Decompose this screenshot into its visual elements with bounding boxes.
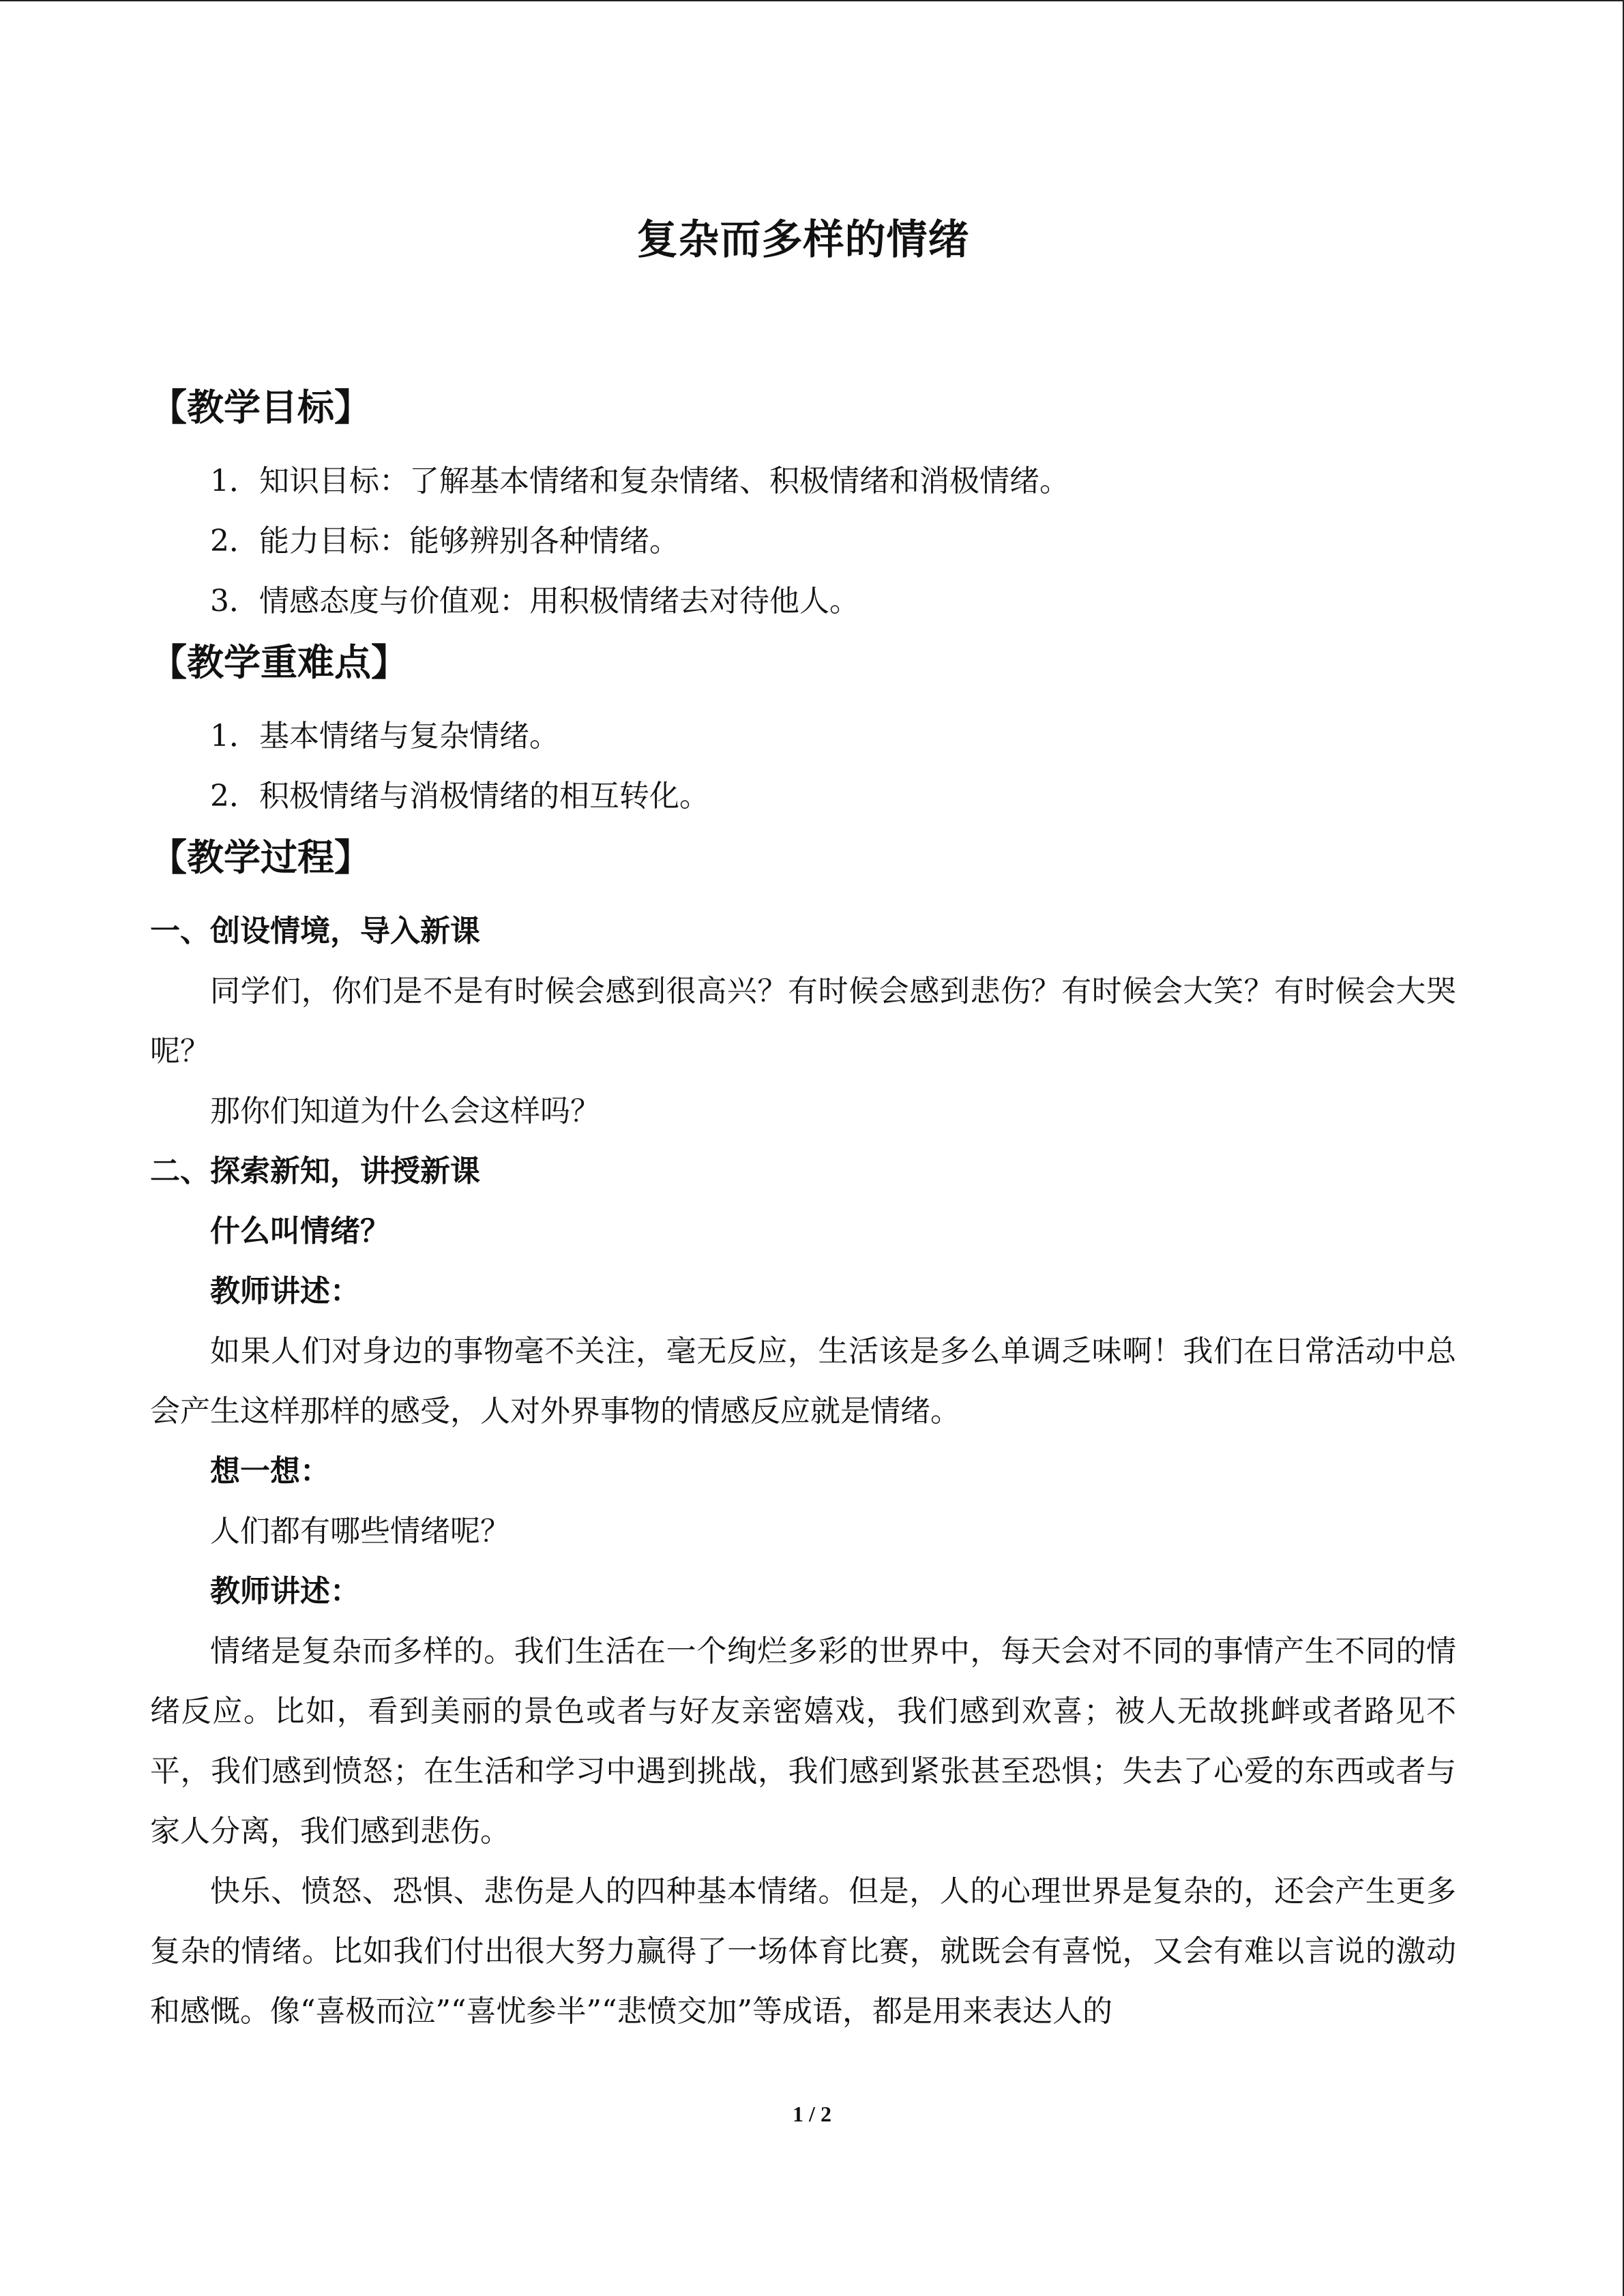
process-part2-question: 什么叫情绪？ (210, 1214, 390, 1249)
process-part2-teacher-label-1: 教师讲述： (210, 1274, 360, 1309)
process-part1-paragraph-1: 同学们，你们是不是有时候会感到很高兴？有时候会感到悲伤？有时候会大笑？有时候会大哭呢？ (150, 974, 1456, 1069)
gap (150, 888, 1456, 901)
gap (150, 438, 1456, 451)
objective-item-2: 2．能力目标：能够辨别各种情绪。 (210, 524, 679, 558)
key-point-item-1: 1．基本情绪与复杂情绪。 (210, 719, 559, 754)
document-content (150, 206, 1456, 2042)
process-part1-heading: 一、创设情境，导入新课 (150, 914, 480, 949)
key-point-item-2: 2．积极情绪与消极情绪的相互转化。 (210, 779, 709, 814)
process-part2-paragraph-2: 人们都有哪些情绪呢？ (210, 1514, 510, 1549)
objective-item-3: 3．情感态度与价值观：用积极情绪去对待他人。 (210, 584, 859, 618)
process-part2-think-label: 想一想： (210, 1454, 330, 1489)
title-spacer (150, 274, 1456, 376)
process-part1-paragraph-2: 那你们知道为什么会这样吗？ (210, 1094, 600, 1129)
process-part2-paragraph-1: 如果人们对身边的事物毫不关注，毫无反应，生活该是多么单调乏味啊！我们在日常活动中总会产生这样那样的感受，人对外界事物的情感反应就是情绪。 (150, 1334, 1456, 1429)
section-heading-process: 【教学过程】 (150, 835, 371, 879)
process-part2-paragraph-4: 快乐、愤怒、恐惧、悲伤是人的四种基本情绪。但是，人的心理世界是复杂的，还会产生更多复杂的情绪。比如我们付出很大努力赢得了一场体育比赛，就既会有喜悦，又会有难以言说的激动和感慨。像“喜极而泣”“喜忧参半”“悲愤交加”等成语，都是用来表达人的 (150, 1874, 1456, 2029)
process-part2-heading: 二、探索新知，讲授新课 (150, 1154, 480, 1189)
process-part2-teacher-label-2: 教师讲述： (210, 1574, 360, 1609)
process-part2-paragraph-3: 情绪是复杂而多样的。我们生活在一个绚烂多彩的世界中，每天会对不同的事情产生不同的情绪反应。比如，看到美丽的景色或者与好友亲密嬉戏，我们感到欢喜；被人无故挑衅或者路见不平，我们感到愤怒；在生活和学习中遇到挑战，我们感到紧张甚至恐惧；失去了心爱的东西或者与家人分离，我们感到悲伤。 (150, 1634, 1456, 1849)
page-number: 1 / 2 (793, 2102, 831, 2126)
section-heading-objectives: 【教学目标】 (150, 385, 371, 429)
section-heading-key-points: 【教学重难点】 (150, 640, 408, 684)
document-title: 复杂而多样的情绪 (636, 216, 970, 264)
gap (150, 693, 1456, 706)
objective-item-1: 1．知识目标：了解基本情绪和复杂情绪、积极情绪和消极情绪。 (210, 464, 1069, 498)
